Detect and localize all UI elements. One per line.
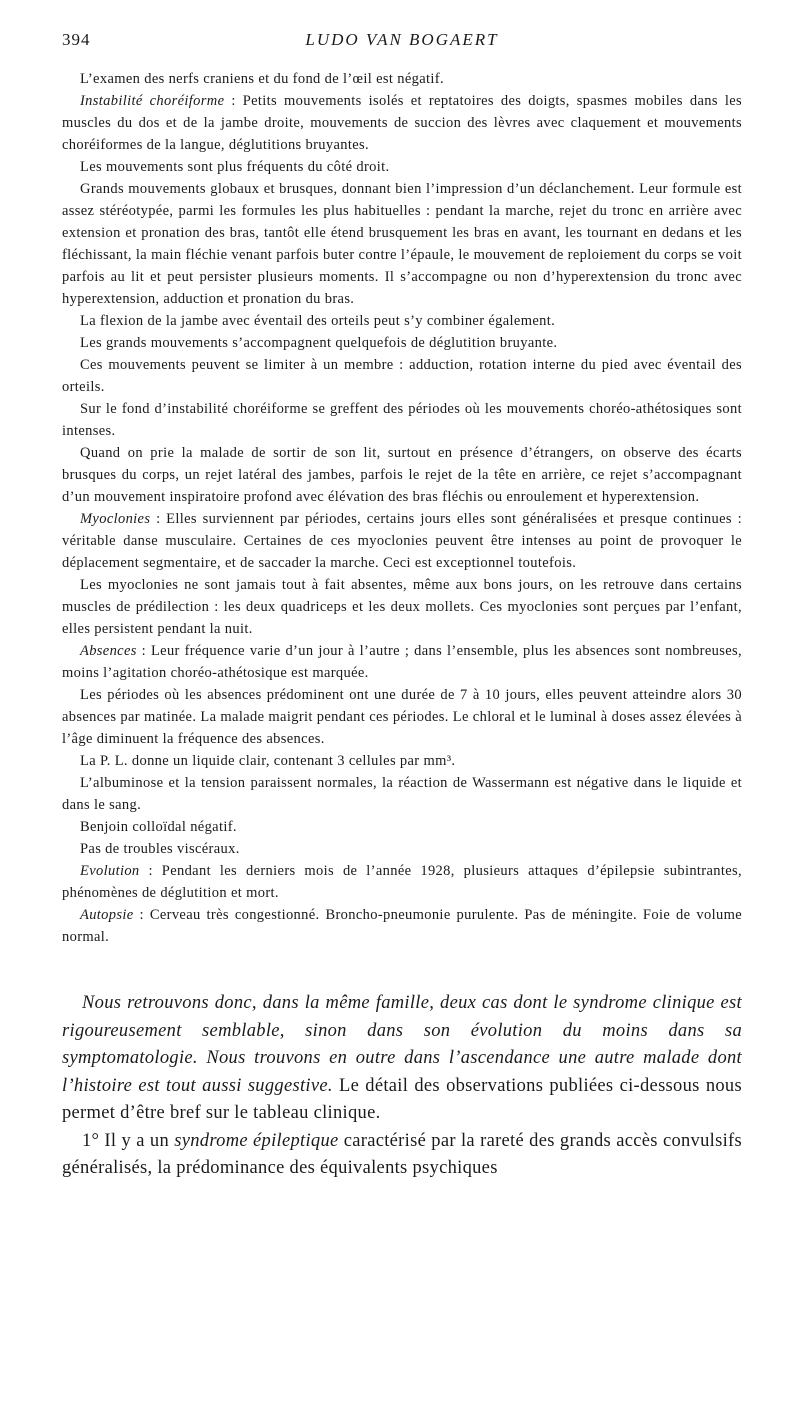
paragraph	[62, 442, 742, 508]
paragraph	[62, 508, 742, 574]
page-number: 394	[62, 30, 91, 49]
text-run: Ces mouvements peuvent se limiter à un membre : adduction, rotation interne du pied avec éventail des orteils.	[62, 357, 742, 395]
italic-text: Instabilité choréiforme	[80, 93, 225, 109]
text-run: Les périodes où les absences prédominent ont une durée de 7 à 10 jours, elles peuvent atteindre alors 30 absences par matinée. La malade maigrit pendant ces périodes. Le chloral et le luminal à doses assez élevées à l’âge diminuent la fréquence des absences.	[62, 687, 742, 747]
text-run: Quand on prie la malade de sortir de son lit, surtout en présence d’étrangers, on observe des écarts brusques du corps, un rejet latéral des jambes, parfois le rejet de la tête en arrière, ce rejet s’accompagnant d’un mouvement inspiratoire profond avec élévation des bras fléchis ou enroulement et hyperextension.	[62, 445, 742, 505]
paragraph	[62, 772, 742, 816]
italic-text: Nous retrouvons donc, dans la même famille, deux cas dont le syndrome clinique est rigoureusement semblable, sinon dans son évolution du moins dans sa symptomatologie. Nous trouvons en outre dans l’ascendance une autre malade dont l’histoire est tout aussi suggestive.	[62, 993, 742, 1096]
paragraph	[62, 332, 742, 354]
paragraph	[62, 640, 742, 684]
paragraph	[62, 398, 742, 442]
small-print-block	[62, 68, 742, 948]
paragraph	[62, 684, 742, 750]
text-run: La flexion de la jambe avec éventail des orteils peut s’y combiner également.	[80, 313, 556, 329]
page-body	[62, 68, 742, 1183]
text-run: Pas de troubles viscéraux.	[80, 841, 240, 857]
text-run: L’albuminose et la tension paraissent normales, la réaction de Wassermann est négative dans le liquide et dans le sang.	[62, 775, 742, 813]
paragraph	[62, 1128, 742, 1183]
paragraph	[62, 156, 742, 178]
italic-text: Evolution	[80, 863, 140, 879]
paragraph	[62, 574, 742, 640]
paragraph	[62, 310, 742, 332]
italic-text: Absences	[80, 643, 137, 659]
text-run: : Elles surviennent par périodes, certains jours elles sont généralisées et presque continues : véritable danse musculaire. Certaines de ces myoclonies peuvent être intenses au point de provoquer le déplacement segmentaire, et de saccader la marche. Ceci est exceptionnel toutefois.	[62, 511, 742, 571]
text-run: : Petits mouvements isolés et reptatoires des doigts, spasmes mobiles dans les muscles du dos et de la jambe droite, mouvements de succion des lèvres avec claquement et mouvements choréiformes de la langue, déglutitions bruyantes.	[62, 93, 742, 153]
text-run: : Leur fréquence varie d’un jour à l’autre ; dans l’ensemble, plus les absences sont nombreuses, moins l’agitation choréo-athétosique est marquée.	[62, 643, 742, 681]
text-run: La P. L. donne un liquide clair, contenant 3 cellules par mm³.	[80, 753, 456, 769]
large-print-block	[62, 990, 742, 1183]
paragraph	[62, 904, 742, 948]
paragraph	[62, 860, 742, 904]
paragraph	[62, 90, 742, 156]
paragraph	[62, 990, 742, 1128]
paragraph	[62, 354, 742, 398]
paragraph	[62, 178, 742, 310]
page-header	[62, 30, 742, 52]
paragraph	[62, 816, 742, 838]
text-run: Les mouvements sont plus fréquents du côté droit.	[80, 159, 390, 175]
text-run: Benjoin colloïdal négatif.	[80, 819, 237, 835]
text-run: : Pendant les derniers mois de l’année 1928, plusieurs attaques d’épilepsie subintrantes, phénomènes de déglutition et mort.	[62, 863, 742, 901]
italic-text: Myoclonies	[80, 511, 151, 527]
text-run: caractérisé par la rareté des grands accès convulsifs généralisés, la prédominance des équivalents psychiques	[62, 1130, 742, 1178]
text-run: Le détail des observations publiées ci-dessous nous permet d’être bref sur le tableau clinique.	[62, 1075, 742, 1123]
text-run: : Cerveau très congestionné. Broncho-pneumonie purulente. Pas de méningite. Foie de volume normal.	[62, 907, 742, 945]
paragraph	[62, 68, 742, 90]
text-run: L’examen des nerfs craniens et du fond de l’œil est négatif.	[80, 71, 444, 87]
text-run: Sur le fond d’instabilité choréiforme se greffent des périodes où les mouvements choréo-athétosiques sont intenses.	[62, 401, 742, 439]
running-head: LUDO VAN BOGAERT	[305, 30, 499, 49]
paragraph	[62, 838, 742, 860]
paragraph	[62, 750, 742, 772]
text-run: Grands mouvements globaux et brusques, donnant bien l’impression d’un déclanchement. Leur formule est assez stéréotypée, parmi les formules les plus habituelles : pendant la marche, rejet du tronc en arrière avec extension et pronation des bras, tantôt elle étend brusquement les bras en avant, les tournant en dedans et les fléchissant, la main fléchie venant parfois buter contre l’épaule, le mouvement de reploiement du corps se voit parfois au lit et peut persister plusieurs moments. Il s’accompagne ou non d’hyperextension du tronc avec hyperextension, adduction et pronation du bras.	[62, 181, 742, 307]
italic-text: syndrome épileptique	[174, 1130, 339, 1151]
text-run: Les grands mouvements s’accompagnent quelquefois de déglutition bruyante.	[80, 335, 558, 351]
text-run: 1° Il y a un	[82, 1130, 175, 1151]
text-run: Les myoclonies ne sont jamais tout à fait absentes, même aux bons jours, on les retrouve dans certains muscles de prédilection : les deux quadriceps et les deux mollets. Ces myoclonies sont perçues par l’enfant, elles persistent pendant la nuit.	[62, 577, 742, 637]
italic-text: Autopsie	[80, 907, 134, 923]
